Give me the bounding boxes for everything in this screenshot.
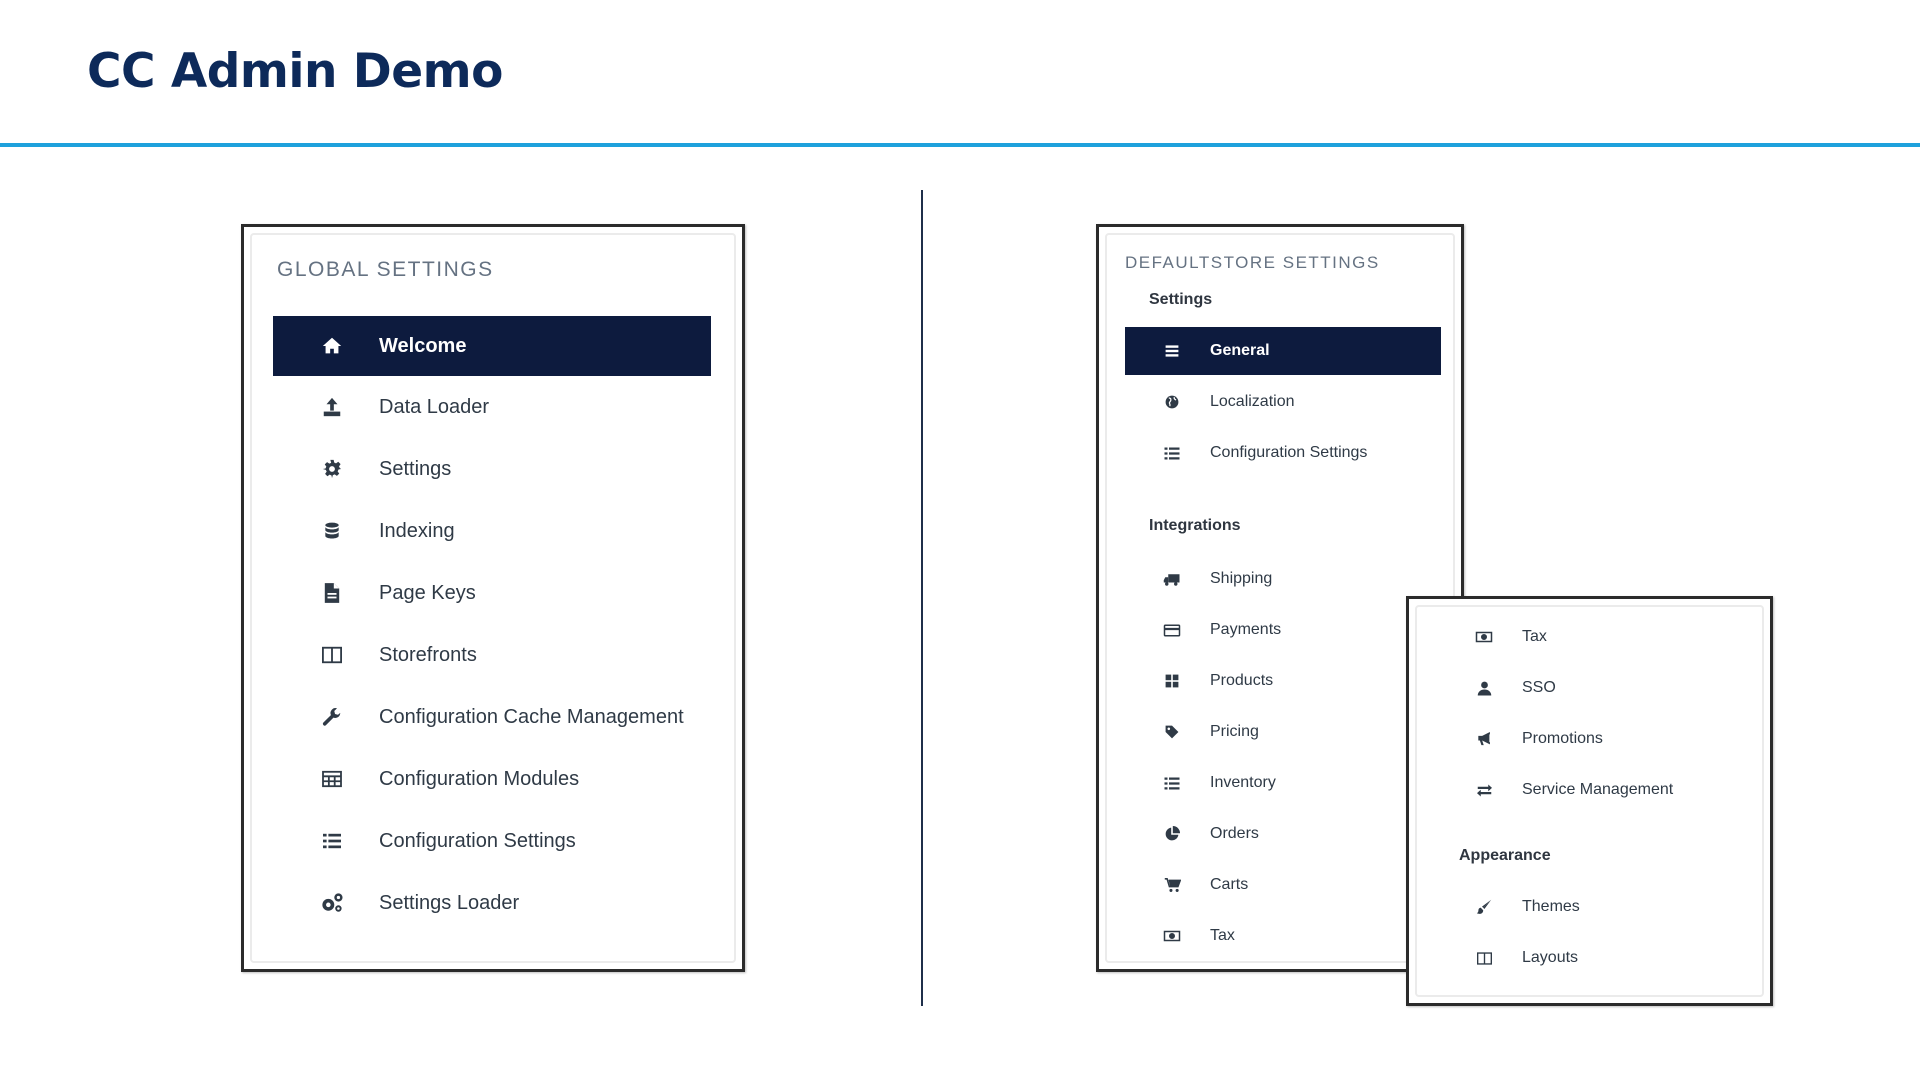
exchange-icon — [1474, 780, 1494, 800]
nav-item-label: Layouts — [1522, 949, 1579, 966]
defaultstore-settings-panel-continued — [1406, 596, 1773, 1006]
panel-heading: DEFAULTSTORE SETTINGS — [1125, 253, 1380, 272]
gears-icon — [320, 891, 344, 915]
slide-title: CC Admin Demo — [87, 44, 503, 99]
nav-item-label: Configuration Modules — [379, 767, 580, 790]
nav-item-layouts[interactable] — [1437, 934, 1753, 982]
nav-item-label: Data Loader — [379, 395, 490, 418]
nav-item-label: Welcome — [379, 334, 467, 357]
nav-item-label: Pricing — [1210, 723, 1259, 740]
tag-icon — [1162, 722, 1182, 742]
nav-item-configuration-cache-management[interactable] — [273, 687, 711, 747]
nav-item-localization[interactable] — [1125, 378, 1441, 426]
nav-item-settings-loader[interactable] — [273, 873, 711, 933]
nav-item-orders[interactable] — [1125, 810, 1441, 858]
nav-item-promotions[interactable] — [1437, 715, 1753, 763]
home-icon — [320, 334, 344, 358]
nav-item-pricing[interactable] — [1125, 708, 1441, 756]
nav-item-label: Themes — [1522, 898, 1580, 915]
cart-icon — [1162, 875, 1182, 895]
panel-heading: GLOBAL SETTINGS — [277, 258, 494, 281]
columns-icon — [320, 643, 344, 667]
nav-item-products[interactable] — [1125, 657, 1441, 705]
nav-item-label: Orders — [1210, 825, 1259, 842]
nav-item-label: Localization — [1210, 393, 1295, 410]
nav-item-label: Inventory — [1210, 774, 1276, 791]
columns-icon — [1474, 948, 1494, 968]
nav-item-themes[interactable] — [1437, 883, 1753, 931]
center-divider — [921, 190, 923, 1006]
nav-item-general[interactable] — [1125, 327, 1441, 375]
credit-card-icon — [1162, 620, 1182, 640]
list-icon — [1162, 443, 1182, 463]
nav-item-label: Promotions — [1522, 730, 1603, 747]
money-icon — [1474, 627, 1494, 647]
nav-item-shipping[interactable] — [1125, 555, 1441, 603]
nav-item-data-loader[interactable] — [273, 377, 711, 437]
section-label-settings: Settings — [1149, 291, 1213, 308]
section-label-integrations: Integrations — [1149, 517, 1241, 534]
truck-icon — [1162, 569, 1182, 589]
brush-icon — [1474, 897, 1494, 917]
nav-item-label: General — [1210, 342, 1270, 359]
nav-item-label: Settings — [379, 457, 452, 480]
nav-item-label: SSO — [1522, 679, 1556, 696]
nav-item-label: Tax — [1210, 927, 1235, 944]
nav-item-page-keys[interactable] — [273, 563, 711, 623]
bullhorn-icon — [1474, 729, 1494, 749]
list-icon — [1162, 773, 1182, 793]
global-settings-panel — [241, 224, 745, 972]
table-icon — [320, 767, 344, 791]
nav-item-label: Configuration Cache Management — [379, 705, 684, 728]
user-icon — [1474, 678, 1494, 698]
nav-item-label: Products — [1210, 672, 1274, 689]
nav-item-label: Service Management — [1522, 781, 1674, 798]
nav-item-tax[interactable] — [1437, 613, 1753, 661]
nav-item-label: Carts — [1210, 876, 1249, 893]
nav-item-inventory[interactable] — [1125, 759, 1441, 807]
nav-item-label: Tax — [1522, 628, 1547, 645]
nav-item-label: Page Keys — [379, 581, 476, 604]
nav-item-service-management[interactable] — [1437, 766, 1753, 814]
file-icon — [320, 581, 344, 605]
nav-item-configuration-settings[interactable] — [1125, 429, 1441, 477]
wrench-icon — [320, 705, 344, 729]
nav-item-label: Indexing — [379, 519, 455, 542]
nav-item-sso[interactable] — [1437, 664, 1753, 712]
database-icon — [320, 519, 344, 543]
section-label-appearance: Appearance — [1459, 847, 1551, 864]
money-icon — [1162, 926, 1182, 946]
nav-item-label: Shipping — [1210, 570, 1273, 587]
nav-item-welcome[interactable] — [273, 316, 711, 376]
title-rule — [0, 143, 1920, 147]
list-icon — [320, 829, 344, 853]
upload-icon — [320, 395, 344, 419]
nav-item-label: Settings Loader — [379, 891, 520, 914]
nav-item-label: Storefronts — [379, 643, 477, 666]
grid-icon — [1162, 671, 1182, 691]
globe-icon — [1162, 392, 1182, 412]
nav-item-label: Configuration Settings — [1210, 444, 1368, 461]
nav-item-carts[interactable] — [1125, 861, 1441, 909]
nav-item-tax[interactable] — [1125, 912, 1441, 960]
nav-item-label: Payments — [1210, 621, 1282, 638]
nav-item-indexing[interactable] — [273, 501, 711, 561]
bars-icon — [1162, 341, 1182, 361]
pie-chart-icon — [1162, 824, 1182, 844]
nav-item-settings[interactable] — [273, 439, 711, 499]
nav-item-configuration-modules[interactable] — [273, 749, 711, 809]
nav-item-storefronts[interactable] — [273, 625, 711, 685]
gear-icon — [320, 457, 344, 481]
nav-item-payments[interactable] — [1125, 606, 1441, 654]
nav-item-configuration-settings[interactable] — [273, 811, 711, 871]
nav-item-label: Configuration Settings — [379, 829, 576, 852]
